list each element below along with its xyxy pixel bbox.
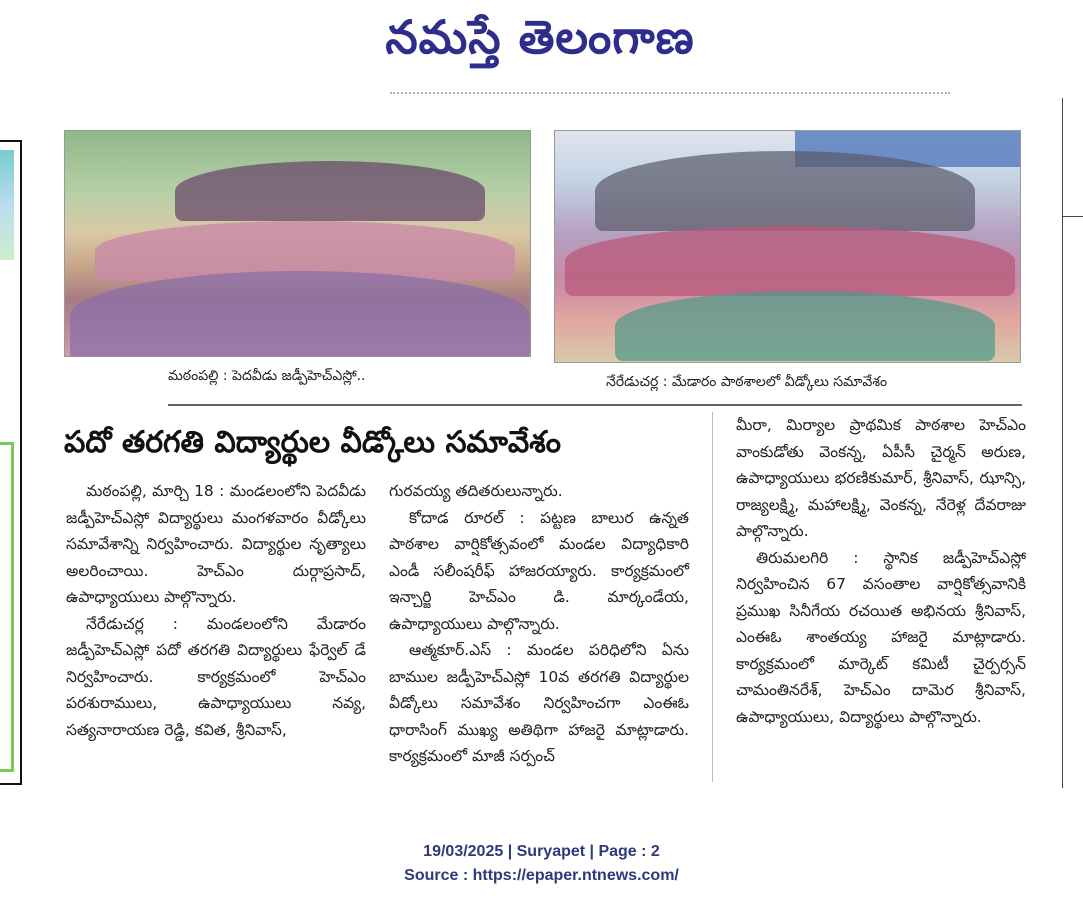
footer-source-link[interactable]: Source : https://epaper.ntnews.com/	[404, 867, 679, 884]
paragraph: మీరా, మిర్యాల ప్రాథమిక పాఠశాల హెచ్ఎం వాంకుడోతు వెంకన్న, ఏపీసీ చైర్మన్ అరుణ, ఉపాధ్యాయులు భరణికుమార్, శ్రీనివాస్, ఝాన్సి, రాజ్యలక్ష్మి, మహాలక్ష్మి, వెంకన్న, నేరెళ్ల దేవరాజు పాల్గొన్నారు.	[736, 416, 1026, 540]
paragraph: తిరుమలగిరి : స్థానిక జడ్పీహెచ్ఎస్లో నిర్వహించిన 67 వసంతాల వార్షికోత్సవానికి ప్రముఖ సినీగేయ రచయిత అభినయ శ్రీనివాస్, ఎంఈఓ శాంతయ్య హాజరై మాట్లాడారు. కార్యక్రమంలో మార్కెట్ కమిటీ చైర్పర్సన్ చామంతినరేశ్, హెచ్ఎం దామెర శ్రీనివాస్, ఉపాధ్యాయులు, విద్యార్థులు పాల్గొన్నారు.	[736, 548, 1026, 726]
article-column-2	[389, 478, 689, 770]
paragraph: గురవయ్య తదితరులున్నారు.	[389, 482, 563, 500]
group-row-back	[595, 151, 975, 231]
section-rule	[168, 404, 1022, 406]
column-separator	[712, 412, 713, 782]
left-ad-frame	[0, 442, 14, 772]
paragraph: కోదాడ రూరల్ : పట్టణ బాలుర ఉన్నత పాఠశాల వార్షికోత్సవంలో మండల విద్యాధికారి ఎండీ సలీంషరీఫ్ హాజరయ్యారు. కార్యక్రమంలో ఇన్చార్జి హెచ్ఎం డి. మార్కండేయ, ఉపాధ్యాయులు పాల్గొన్నారు.	[389, 508, 689, 633]
photo-right-caption: నేరేడుచర్ల : మేడారం పాఠశాలలో వీడ్కోలు సమావేశం	[606, 374, 888, 390]
right-column-divider	[1063, 216, 1083, 217]
footer-date-edition: 19/03/2025 | Suryapet | Page : 2	[423, 843, 660, 860]
left-ad-band	[0, 150, 14, 260]
paragraph: ఆత్మకూర్.ఎస్ : మండల పరిధిలోని ఏను బాముల జడ్పీహెచ్ఎస్లో 10వ తరగతి విద్యార్థుల వీడ్కోలు సమావేశం నిర్వహించగా ఎంఈఓ ధారాసింగ్ ముఖ్య అతిథిగా హాజరై మాట్లాడారు. కార్యక్రమంలో మాజీ సర్పంచ్	[389, 641, 689, 765]
group-row-front	[70, 271, 530, 357]
group-row-middle	[565, 226, 1015, 296]
article-column-3	[736, 412, 1026, 730]
left-neighbour-column	[0, 140, 22, 785]
article-column-1	[66, 478, 366, 743]
photo-right	[554, 130, 1021, 363]
footer	[0, 840, 1083, 888]
article-headline: పదో తరగతి విద్యార్థుల వీడ్కోలు సమావేశం	[64, 425, 561, 460]
photo-left	[64, 130, 531, 357]
masthead	[0, 0, 1083, 80]
group-row-front	[615, 291, 995, 361]
group-row-back	[175, 161, 485, 221]
photo-left-caption: మఠంపల్లి : పెదవీడు జడ్పీహెచ్ఎస్లో..	[168, 368, 366, 384]
paragraph: మఠంపల్లి, మార్చి 18 : మండలంలోని పెదవీడు జడ్పీహెచ్ఎస్లో విద్యార్థులు మంగళవారం వీడ్కోలు సమావేశాన్ని నిర్వహించారు. విద్యార్థుల నృత్యాలు అలరించాయి. హెచ్ఎం దుర్గాప్రసాద్, ఉపాధ్యాయులు పాల్గొన్నారు.	[66, 482, 366, 606]
masthead-title: నమస్తే తెలంగాణ	[385, 10, 695, 64]
paragraph: నేరేడుచర్ల : మండలంలోని మేడారం జడ్పీహెచ్ఎస్లో పదో తరగతి విద్యార్థులు ఫేర్వెల్ డే నిర్వహించారు. కార్యక్రమంలో హెచ్ఎం పరశురాములు, ఉపాధ్యాయులు నవ్య, సత్యనారాయణ రెడ్డి, కవిత, శ్రీనివాస్,	[66, 614, 366, 739]
right-neighbour-column	[1062, 98, 1083, 788]
top-crop-line	[390, 92, 950, 102]
